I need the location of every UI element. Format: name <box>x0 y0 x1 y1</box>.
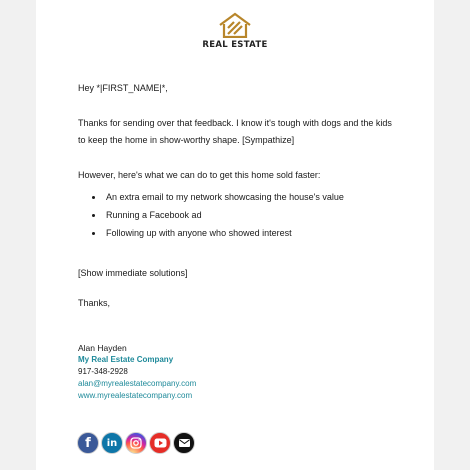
camera-icon <box>130 437 142 449</box>
paragraph-plan: However, here's what we can do to get this home sold faster: <box>78 170 321 180</box>
social-links <box>77 432 195 454</box>
signature-phone: 917-348-2928 <box>78 367 128 376</box>
play-icon <box>154 438 167 448</box>
logo-text: REAL ESTATE <box>202 40 268 50</box>
signature-block <box>78 342 196 402</box>
house-logo-icon <box>218 12 252 38</box>
brand-logo[interactable] <box>36 12 434 50</box>
signature-company[interactable]: My Real Estate Company <box>78 355 174 364</box>
linkedin-icon[interactable] <box>101 432 123 454</box>
signature-email-link[interactable]: alan@myrealestatecompany.com <box>78 379 197 388</box>
signoff: Thanks, <box>78 298 111 308</box>
instagram-icon[interactable] <box>125 432 147 454</box>
list-item: • An extra email to my network showcasing the house's value <box>104 188 398 206</box>
email-icon[interactable] <box>173 432 195 454</box>
solutions-note: [Show immediate solutions] <box>78 268 188 278</box>
facebook-glyph: f <box>85 435 91 451</box>
linkedin-glyph: in <box>106 437 118 449</box>
list-item: • Following up with anyone who showed interest <box>104 224 398 242</box>
signature-website-link[interactable]: www.myrealestatecompany.com <box>78 391 193 400</box>
envelope-icon <box>179 439 190 447</box>
youtube-icon[interactable] <box>149 432 171 454</box>
email-body <box>78 80 398 312</box>
list-item: • Running a Facebook ad <box>104 206 398 224</box>
facebook-icon[interactable] <box>77 432 99 454</box>
greeting: Hey *|FIRST_NAME|*, <box>78 83 168 93</box>
signature-name: Alan Hayden <box>78 343 127 353</box>
bullet-list <box>78 188 398 242</box>
paragraph-feedback: Thanks for sending over that feedback. I know it's tough with dogs and the kids to keep the home in show-worthy shape. [Sympathize] <box>78 118 392 145</box>
email-page <box>36 0 434 470</box>
